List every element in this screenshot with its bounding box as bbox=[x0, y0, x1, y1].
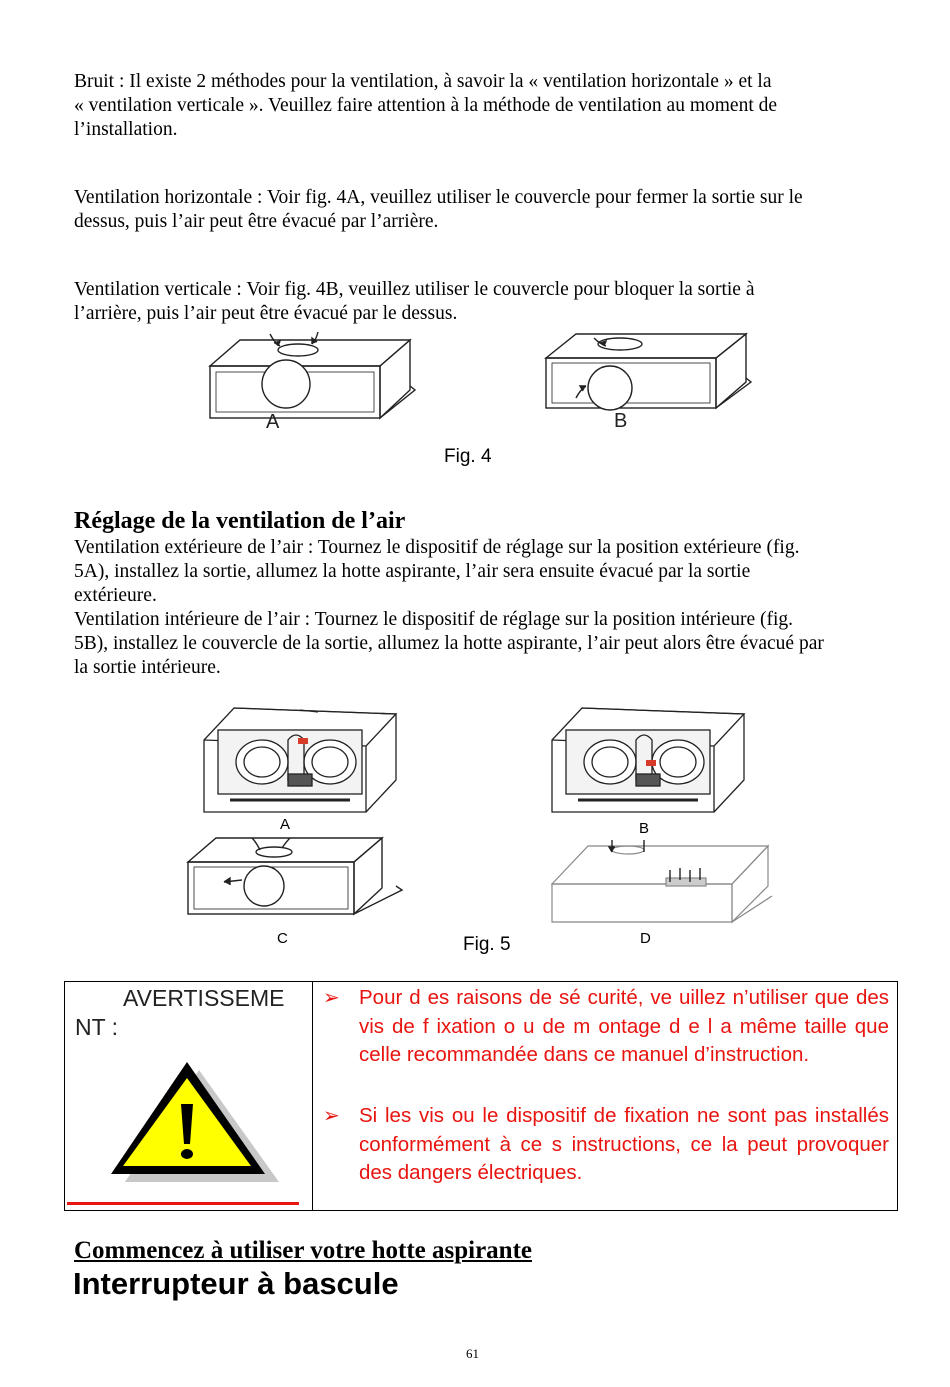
fig4-label-b: B bbox=[614, 410, 628, 432]
fig4a-hood-illustration bbox=[200, 328, 440, 433]
fig5-label-b: B bbox=[639, 820, 650, 837]
fig4-caption: Fig. 4 bbox=[444, 446, 492, 467]
fig5-label-a: A bbox=[280, 816, 291, 833]
fig5c-hood-illustration bbox=[182, 834, 422, 926]
fig5d-hood-illustration bbox=[548, 836, 776, 926]
warning-bullet-text: Pour d es raisons de sé curité, ve uillez n’utiliser que des vis de f ixation o u de m ontage d e l a même taille que celle recommandée dans ce manuel d’instruction. bbox=[359, 986, 889, 1066]
text-line: Bruit : Il existe 2 méthodes pour la ventilation, à savoir la « ventilation horizontale » et la bbox=[74, 71, 772, 92]
vertical-ventilation-paragraph bbox=[74, 278, 894, 326]
fig4-label-a: A bbox=[266, 411, 280, 433]
horizontal-ventilation-paragraph bbox=[74, 186, 894, 234]
text-line: 5B), installez le couvercle de la sortie, allumez la hotte aspirante, l’air peut alors être évacué par bbox=[74, 633, 824, 654]
warning-bullet bbox=[323, 1102, 888, 1192]
text-line: Ventilation extérieure de l’air : Tournez le dispositif de réglage sur la position extérieure (fig. bbox=[74, 537, 800, 558]
start-using-heading: Commencez à utiliser votre hotte aspirante bbox=[74, 1237, 532, 1264]
fig5-caption: Fig. 5 bbox=[463, 934, 511, 955]
text-line: l’installation. bbox=[74, 119, 178, 140]
fig5b-hood-interior-illustration bbox=[548, 700, 748, 816]
warning-table bbox=[64, 981, 898, 1211]
bullet-arrow-icon: ➢ bbox=[323, 1105, 340, 1127]
page-number: 61 bbox=[466, 1346, 479, 1361]
warning-left-cell bbox=[65, 982, 313, 1210]
warning-right-cell bbox=[313, 982, 897, 1210]
reglage-paragraph bbox=[74, 536, 894, 680]
warning-title-line2: NT : bbox=[75, 1014, 119, 1040]
warning-red-underline bbox=[67, 1202, 299, 1205]
warning-triangle-icon bbox=[109, 1058, 279, 1188]
text-line: 5A), installez la sortie, allumez la hotte aspirante, l’air sera ensuite évacué par la sortie bbox=[74, 561, 751, 582]
fig5-label-c: C bbox=[277, 930, 288, 947]
text-line: Ventilation verticale : Voir fig. 4B, veuillez utiliser le couvercle pour bloquer la sortie à bbox=[74, 279, 755, 300]
fig4b-hood-illustration bbox=[536, 330, 776, 435]
warning-bullet-text: Si les vis ou le dispositif de fixation ne sont pas installés conformément à ce s instructions, ce la peut provoquer des dangers électriques. bbox=[359, 1104, 889, 1184]
text-line: l’arrière, puis l’air peut être évacué par le dessus. bbox=[74, 303, 458, 324]
text-line: Ventilation intérieure de l’air : Tournez le dispositif de réglage sur la position intérieure (fig. bbox=[74, 609, 794, 630]
text-line: Ventilation horizontale : Voir fig. 4A, veuillez utiliser le couvercle pour fermer la sortie sur le bbox=[74, 187, 803, 208]
intro-bruit-paragraph bbox=[74, 70, 894, 142]
reglage-heading: Réglage de la ventilation de l’air bbox=[74, 508, 406, 534]
bullet-arrow-icon: ➢ bbox=[323, 987, 340, 1009]
text-line: dessus, puis l’air peut être évacué par l’arrière. bbox=[74, 211, 439, 232]
warning-title bbox=[75, 984, 305, 1042]
text-line: la sortie intérieure. bbox=[74, 657, 221, 678]
rocker-switch-heading: Interrupteur à bascule bbox=[73, 1266, 399, 1301]
text-line: « ventilation verticale ». Veuillez faire attention à la méthode de ventilation au moment de bbox=[74, 95, 778, 116]
fig5a-hood-interior-illustration bbox=[200, 700, 400, 816]
fig5-label-d: D bbox=[640, 930, 651, 947]
warning-title-line1: AVERTISSEME bbox=[123, 985, 285, 1011]
warning-bullet bbox=[323, 984, 888, 1100]
text-line: extérieure. bbox=[74, 585, 157, 606]
